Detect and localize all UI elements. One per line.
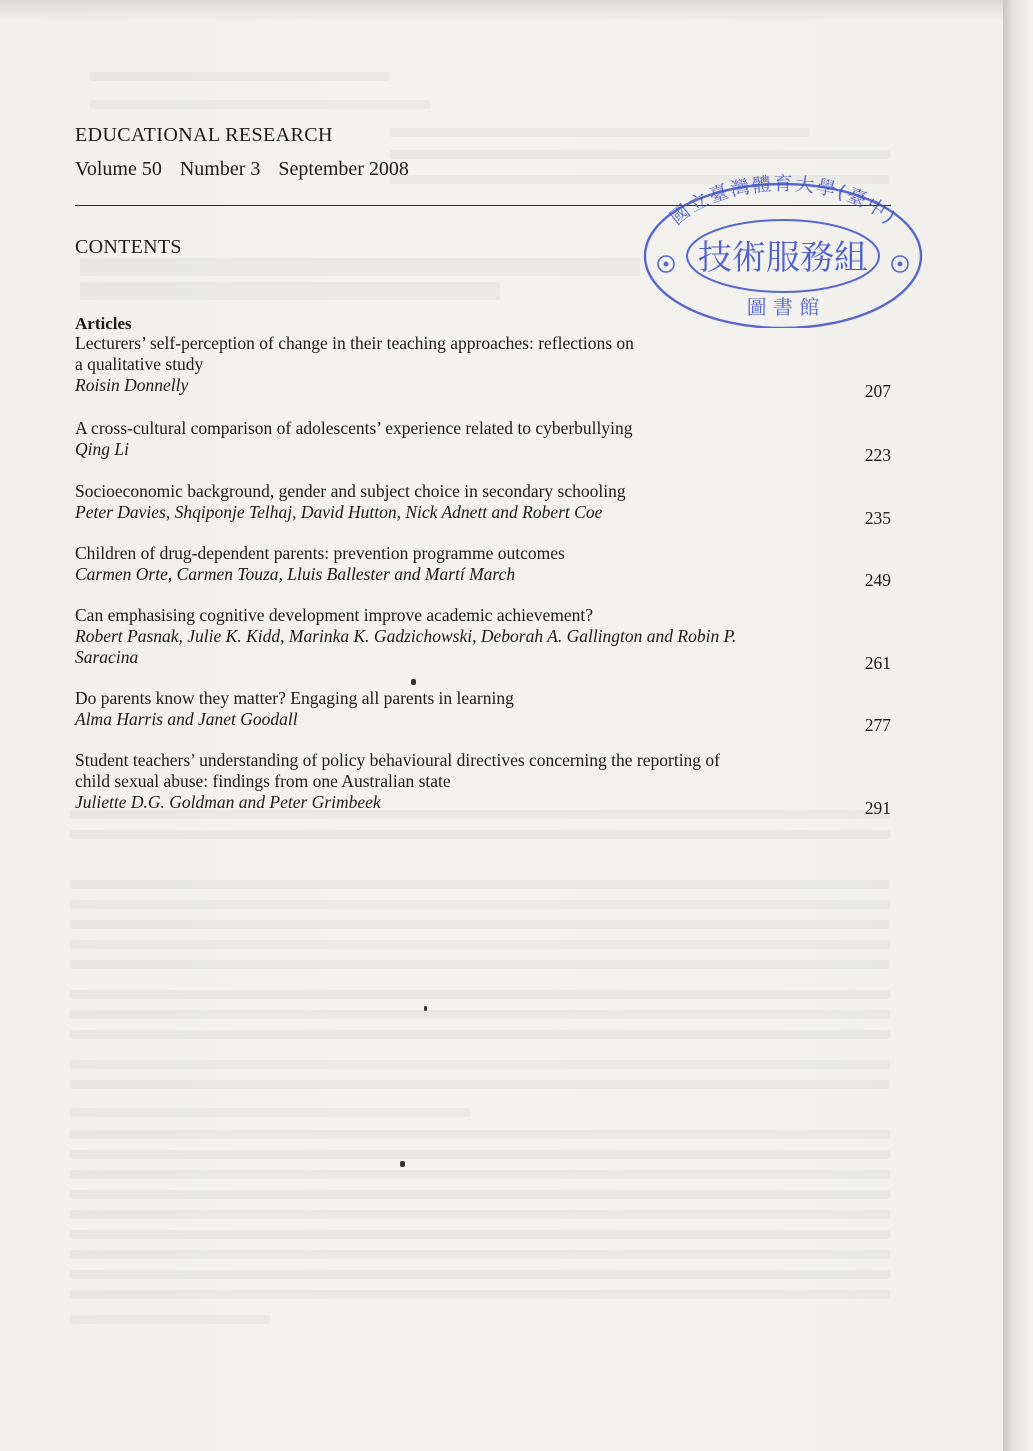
bleed-through: [70, 1210, 890, 1219]
article-authors: Juliette D.G. Goldman and Peter Grimbeek: [75, 792, 381, 812]
toc-entry: [75, 688, 891, 735]
page-number: 261: [864, 653, 891, 673]
page-number: 235: [864, 508, 891, 528]
bleed-through: [70, 1270, 890, 1279]
journal-name: EDUCATIONAL RESEARCH: [75, 124, 333, 146]
toc-entry: [75, 333, 891, 401]
volume: Volume 50: [75, 158, 162, 180]
article-title: Lecturers’ self-perception of change in their teaching approaches: reflections on a qualitative study: [75, 333, 634, 374]
issue-date: September 2008: [278, 158, 409, 180]
article-title: Can emphasising cognitive development improve academic achievement?: [75, 605, 594, 625]
bleed-through: [70, 1150, 890, 1159]
bleed-through: [70, 990, 890, 999]
article-authors: Carmen Orte, Carmen Touza, Lluis Ballester and Martí March: [75, 564, 516, 584]
bleed-through: [70, 1230, 890, 1239]
bleed-through: [70, 1130, 890, 1139]
bleed-through: [90, 72, 390, 81]
bleed-through: [70, 1290, 890, 1299]
bleed-through: [70, 1108, 470, 1117]
bleed-through: [80, 282, 500, 300]
toc-entry: [75, 750, 891, 818]
page-top-shadow: [0, 0, 1003, 22]
bleed-through: [70, 900, 890, 909]
article-authors: Qing Li: [75, 439, 129, 459]
article-title: Children of drug-dependent parents: prevention programme outcomes: [75, 543, 565, 563]
bleed-through: [70, 830, 890, 839]
toc-entry: [75, 481, 891, 528]
bleed-through: [70, 920, 890, 929]
page-edge: [1003, 0, 1033, 1451]
page-number: 249: [864, 570, 891, 590]
toc-entry: [75, 543, 891, 590]
page-number: 223: [864, 445, 891, 465]
toc-entry: [75, 418, 891, 465]
bleed-through: [70, 1250, 890, 1259]
bleed-through: [70, 960, 890, 969]
article-authors: Peter Davies, Shqiponje Telhaj, David Hutton, Nick Adnett and Robert Coe: [75, 502, 603, 522]
bleed-through: [390, 128, 810, 137]
article-title: A cross-cultural comparison of adolescents’ experience related to cyberbullying: [75, 418, 633, 438]
library-stamp: [640, 168, 926, 328]
bleed-through: [70, 1080, 890, 1089]
article-title: Socioeconomic background, gender and subject choice in secondary schooling: [75, 481, 626, 501]
bleed-through: [70, 1190, 890, 1199]
section-heading: Articles: [75, 314, 132, 333]
stamp-bottom-text: 圖 書 館: [746, 295, 820, 319]
bleed-through: [70, 1010, 890, 1019]
page-number: 291: [864, 798, 891, 818]
paper-speck: [400, 1161, 405, 1167]
stamp-center-text: 技術服務組: [698, 238, 868, 278]
bleed-through: [70, 1170, 890, 1179]
bleed-through: [70, 1315, 270, 1324]
bleed-through: [70, 1030, 890, 1039]
article-title: Student teachers’ understanding of policy behavioural directives concerning the reporting of child sexual abuse: findings from one Australian state: [75, 750, 721, 791]
bleed-through: [70, 1060, 890, 1069]
issue-info: [75, 158, 409, 181]
bleed-through: [70, 940, 890, 949]
article-authors: Roisin Donnelly: [75, 375, 189, 395]
paper-speck: [424, 1006, 427, 1011]
paper-speck: [411, 679, 416, 685]
page-number: 277: [864, 715, 891, 735]
stamp-outer-text: 國立臺灣體育大學(臺中): [666, 172, 901, 230]
bleed-through: [80, 258, 640, 276]
contents-heading: CONTENTS: [75, 236, 182, 258]
article-authors: Alma Harris and Janet Goodall: [75, 709, 298, 729]
article-authors: Robert Pasnak, Julie K. Kidd, Marinka K. Gadzichowski, Deborah A. Gallington and Robin P. Saracina: [75, 626, 737, 667]
bleed-through: [70, 880, 890, 889]
article-title: Do parents know they matter? Engaging all parents in learning: [75, 688, 514, 708]
toc-entry: [75, 605, 891, 673]
bleed-through: [90, 100, 430, 109]
page-number: 207: [864, 381, 891, 401]
bleed-through: [390, 150, 890, 159]
number: Number 3: [179, 158, 261, 180]
